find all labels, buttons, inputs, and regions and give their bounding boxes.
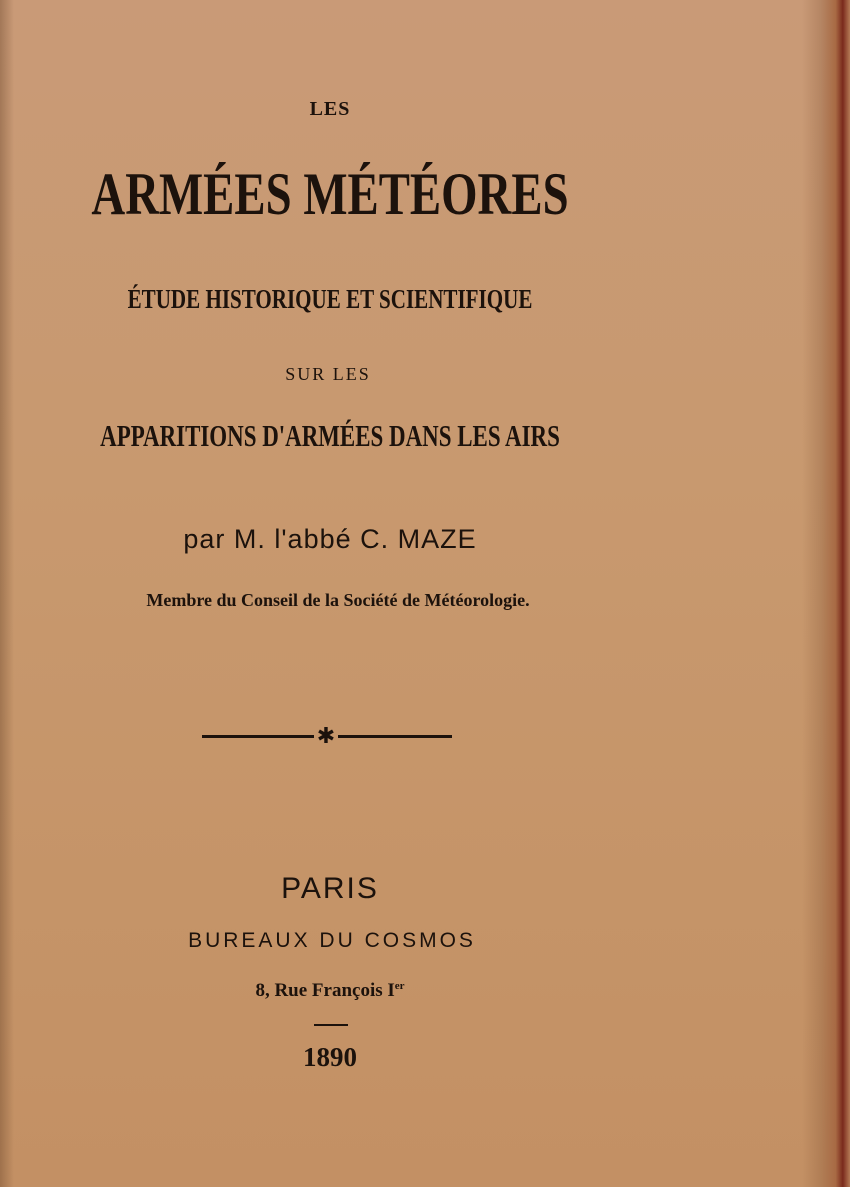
connector-text: SUR LES [285,364,371,384]
publication-year: 1890 [303,1042,357,1072]
page-edge [802,0,850,1187]
pre-title: LES [309,98,351,120]
book-title: ARMÉES MÉTÉORES [91,161,569,227]
author-affiliation: Membre du Conseil de la Société de Météorologie. [146,590,530,610]
publisher-name: BUREAUX DU COSMOS [188,929,476,952]
author-line: par M. l'abbé C. MAZE [183,524,477,554]
short-rule [314,1024,348,1026]
ornament-right-bar [338,735,452,738]
asterism-icon: ✱ [316,724,336,749]
ornament-divider [202,724,452,750]
publisher-address-text: 8, Rue François I [255,980,395,1001]
publisher-address [0,980,660,1002]
book-subject: APPARITIONS D'ARMÉES DANS LES AIRS [100,418,560,453]
publication-city: PARIS [281,872,379,905]
publisher-address-superscript: er [394,980,405,992]
ornament-left-bar [202,735,314,738]
book-subtitle: ÉTUDE HISTORIQUE ET SCIENTIFIQUE [127,284,533,314]
